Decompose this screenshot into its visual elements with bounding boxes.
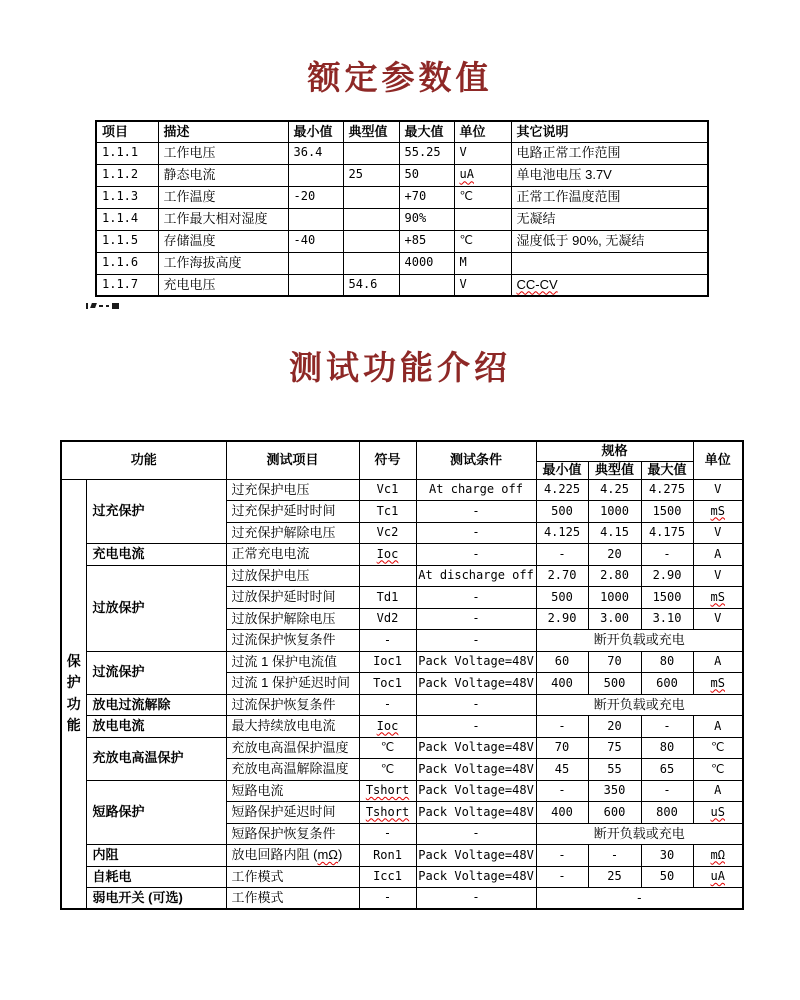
cell-max: 90% bbox=[399, 208, 454, 230]
cell-spec-span: 断开负载或充电 bbox=[536, 823, 743, 845]
cell-item: 1.1.7 bbox=[96, 274, 158, 296]
rated-table-header bbox=[96, 121, 708, 142]
cell-spec-typ: 4.15 bbox=[588, 522, 641, 544]
cell-spec-min: 500 bbox=[536, 587, 588, 609]
cell-max: +70 bbox=[399, 186, 454, 208]
cell-function-group: 自耗电 bbox=[86, 866, 226, 888]
cell-spec-typ: 3.00 bbox=[588, 608, 641, 630]
cell-test-item: 最大持续放电电流 bbox=[226, 716, 359, 738]
cell-spec-min: 70 bbox=[536, 737, 588, 759]
cell-function-group: 短路保护 bbox=[86, 780, 226, 845]
cell-symbol: Td1 bbox=[359, 587, 416, 609]
cell-symbol: Toc1 bbox=[359, 673, 416, 695]
cell-test-item: 过流 1 保护电流值 bbox=[226, 651, 359, 673]
cell-function-group: 充电电流 bbox=[86, 544, 226, 566]
cell-function-group: 弱电开关 (可选) bbox=[86, 888, 226, 910]
col-header-max: 最大值 bbox=[399, 121, 454, 142]
cell-max: +85 bbox=[399, 230, 454, 252]
side-label-text: 保 护 功 能 bbox=[66, 652, 81, 734]
cell-spec-min: - bbox=[536, 544, 588, 566]
cell-condition: Pack Voltage=48V bbox=[416, 802, 536, 824]
test-functions-table bbox=[60, 440, 744, 910]
rated-table-body bbox=[96, 142, 708, 296]
cell-min bbox=[288, 252, 343, 274]
cell-condition: - bbox=[416, 522, 536, 544]
cell-spec-typ: 1000 bbox=[588, 501, 641, 523]
cell-item: 1.1.3 bbox=[96, 186, 158, 208]
test-table-body bbox=[61, 479, 743, 909]
cell-desc: 静态电流 bbox=[158, 164, 288, 186]
col-header-spec-typ: 典型值 bbox=[588, 461, 641, 479]
misspelled-text: Tshort bbox=[365, 783, 410, 798]
cell-max: 50 bbox=[399, 164, 454, 186]
cell-spec-max: 80 bbox=[641, 737, 693, 759]
table-row bbox=[61, 479, 743, 501]
table-row bbox=[61, 694, 743, 716]
cell-spec-span: - bbox=[536, 888, 743, 910]
cell-min bbox=[288, 164, 343, 186]
table-row bbox=[61, 737, 743, 759]
cell-spec-max: 2.90 bbox=[641, 565, 693, 587]
cell-spec-max: 4.275 bbox=[641, 479, 693, 501]
cell-symbol: - bbox=[359, 823, 416, 845]
col-header-function: 功能 bbox=[61, 441, 226, 479]
cell-condition: Pack Voltage=48V bbox=[416, 780, 536, 802]
cell-spec-min: 45 bbox=[536, 759, 588, 781]
cell-condition: - bbox=[416, 544, 536, 566]
col-header-test-item: 测试项目 bbox=[226, 441, 359, 479]
cell-function-group: 充放电高温保护 bbox=[86, 737, 226, 780]
cell-spec-max: 800 bbox=[641, 802, 693, 824]
misspelled-text: mΩ bbox=[317, 847, 339, 863]
table-row bbox=[61, 544, 743, 566]
cell-test-item: 过流保护恢复条件 bbox=[226, 630, 359, 652]
cell-unit: A bbox=[693, 651, 743, 673]
col-header-unit: 单位 bbox=[693, 441, 743, 479]
cell-test-item: 过放保护解除电压 bbox=[226, 608, 359, 630]
cell-symbol: Ioc1 bbox=[359, 651, 416, 673]
table-row bbox=[61, 716, 743, 738]
cell-test-item: 充放电高温解除温度 bbox=[226, 759, 359, 781]
rated-params-table bbox=[95, 120, 709, 297]
cell-item: 1.1.6 bbox=[96, 252, 158, 274]
cell-spec-max: - bbox=[641, 544, 693, 566]
cell-symbol: Icc1 bbox=[359, 866, 416, 888]
cell-min bbox=[288, 208, 343, 230]
cell-spec-typ: 70 bbox=[588, 651, 641, 673]
misspelled-text: uA bbox=[710, 869, 725, 884]
cell-spec-max: 80 bbox=[641, 651, 693, 673]
cell-typ: 54.6 bbox=[343, 274, 399, 296]
cell-max: 4000 bbox=[399, 252, 454, 274]
cell-function-group: 过流保护 bbox=[86, 651, 226, 694]
cell-max: 55.25 bbox=[399, 142, 454, 164]
cell-typ bbox=[343, 142, 399, 164]
cell-spec-typ: 4.25 bbox=[588, 479, 641, 501]
cell-unit bbox=[693, 802, 743, 824]
cell-spec-typ: 75 bbox=[588, 737, 641, 759]
cell-spec-min: - bbox=[536, 845, 588, 867]
cell-test-item: 放电回路内阻 (mΩ) bbox=[226, 845, 359, 867]
cell-unit bbox=[693, 845, 743, 867]
cell-spec-max: 600 bbox=[641, 673, 693, 695]
cell-condition: Pack Voltage=48V bbox=[416, 737, 536, 759]
cell-note bbox=[511, 252, 708, 274]
cell-unit bbox=[693, 866, 743, 888]
cell-spec-min: - bbox=[536, 780, 588, 802]
cell-spec-min: - bbox=[536, 716, 588, 738]
cell-spec-min: 500 bbox=[536, 501, 588, 523]
cell-typ bbox=[343, 230, 399, 252]
table-row bbox=[96, 252, 708, 274]
cell-symbol: Vc2 bbox=[359, 522, 416, 544]
misspelled-text: Ioc bbox=[376, 718, 399, 733]
cell-spec-typ: 500 bbox=[588, 673, 641, 695]
cell-spec-span: 断开负载或充电 bbox=[536, 630, 743, 652]
cell-typ bbox=[343, 252, 399, 274]
cell-unit: A bbox=[693, 716, 743, 738]
cell-spec-max: 65 bbox=[641, 759, 693, 781]
test-table-header bbox=[61, 441, 743, 479]
cell-note: 单电池电压 3.7V bbox=[511, 164, 708, 186]
cell-spec-min: 2.70 bbox=[536, 565, 588, 587]
cell-test-item: 工作模式 bbox=[226, 866, 359, 888]
cell-condition: At charge off bbox=[416, 479, 536, 501]
col-header-item: 项目 bbox=[96, 121, 158, 142]
cell-symbol bbox=[359, 716, 416, 738]
cell-symbol: - bbox=[359, 888, 416, 910]
cell-symbol: Vd2 bbox=[359, 608, 416, 630]
cell-unit bbox=[693, 587, 743, 609]
cell-typ bbox=[343, 208, 399, 230]
cell-spec-min: 2.90 bbox=[536, 608, 588, 630]
col-header-spec: 规格 bbox=[536, 441, 693, 461]
cell-test-item: 短路保护延迟时间 bbox=[226, 802, 359, 824]
cell-test-item: 过流 1 保护延迟时间 bbox=[226, 673, 359, 695]
cell-condition: - bbox=[416, 587, 536, 609]
cell-symbol: Vc1 bbox=[359, 479, 416, 501]
cell-min: -40 bbox=[288, 230, 343, 252]
cell-unit bbox=[693, 673, 743, 695]
table-row bbox=[61, 565, 743, 587]
cell-spec-typ: 20 bbox=[588, 716, 641, 738]
col-header-spec-max: 最大值 bbox=[641, 461, 693, 479]
cell-item: 1.1.4 bbox=[96, 208, 158, 230]
misspelled-text: Tshort bbox=[365, 804, 410, 819]
col-header-typ: 典型值 bbox=[343, 121, 399, 142]
cell-spec-max: - bbox=[641, 780, 693, 802]
cell-unit: V bbox=[693, 565, 743, 587]
cell-spec-min: 4.125 bbox=[536, 522, 588, 544]
table-row bbox=[96, 164, 708, 186]
cell-spec-typ: 55 bbox=[588, 759, 641, 781]
cell-condition: Pack Voltage=48V bbox=[416, 673, 536, 695]
cell-condition: - bbox=[416, 630, 536, 652]
cell-min bbox=[288, 274, 343, 296]
cell-desc: 工作最大相对湿度 bbox=[158, 208, 288, 230]
cell-symbol bbox=[359, 802, 416, 824]
cell-spec-max: 1500 bbox=[641, 501, 693, 523]
misspelled-text: CC-CV bbox=[516, 276, 558, 292]
cell-function-group: 过充保护 bbox=[86, 479, 226, 544]
cell-unit: A bbox=[693, 780, 743, 802]
col-header-min: 最小值 bbox=[288, 121, 343, 142]
col-header-spec-min: 最小值 bbox=[536, 461, 588, 479]
cell-symbol bbox=[359, 780, 416, 802]
cell-unit bbox=[454, 208, 511, 230]
cell-condition: - bbox=[416, 888, 536, 910]
cell-test-item: 过流保护恢复条件 bbox=[226, 694, 359, 716]
misspelled-text: mΩ bbox=[710, 847, 725, 862]
cell-symbol bbox=[359, 544, 416, 566]
cell-spec-max: 4.175 bbox=[641, 522, 693, 544]
misspelled-text: uA bbox=[459, 167, 474, 182]
misspelled-text: mS bbox=[710, 675, 725, 690]
cell-spec-typ: 1000 bbox=[588, 587, 641, 609]
cell-spec-min: - bbox=[536, 866, 588, 888]
cell-test-item: 过充保护解除电压 bbox=[226, 522, 359, 544]
cell-condition: Pack Voltage=48V bbox=[416, 759, 536, 781]
cell-test-item: 过放保护延时时间 bbox=[226, 587, 359, 609]
cell-spec-typ: 20 bbox=[588, 544, 641, 566]
col-header-symbol: 符号 bbox=[359, 441, 416, 479]
cell-test-item: 短路电流 bbox=[226, 780, 359, 802]
cell-symbol: - bbox=[359, 630, 416, 652]
cell-note: 无凝结 bbox=[511, 208, 708, 230]
cell-unit: M bbox=[454, 252, 511, 274]
cell-unit bbox=[693, 501, 743, 523]
table-row bbox=[61, 888, 743, 910]
cell-unit: V bbox=[693, 479, 743, 501]
misspelled-text: mS bbox=[710, 503, 725, 518]
cell-unit: V bbox=[693, 608, 743, 630]
cell-test-item: 短路保护恢复条件 bbox=[226, 823, 359, 845]
cell-condition: At discharge off bbox=[416, 565, 536, 587]
table-row bbox=[61, 651, 743, 673]
cell-condition: Pack Voltage=48V bbox=[416, 866, 536, 888]
cell-condition: - bbox=[416, 608, 536, 630]
cell-note bbox=[511, 274, 708, 296]
cell-note: 湿度低于 90%, 无凝结 bbox=[511, 230, 708, 252]
cell-spec-min: 60 bbox=[536, 651, 588, 673]
cell-unit: V bbox=[454, 142, 511, 164]
table-row bbox=[96, 230, 708, 252]
misspelled-text: uS bbox=[710, 804, 725, 819]
table-row bbox=[61, 866, 743, 888]
cell-function-group: 放电过流解除 bbox=[86, 694, 226, 716]
cell-function-group: 放电电流 bbox=[86, 716, 226, 738]
rated-params-title: 额定参数值 bbox=[307, 59, 493, 96]
cell-min: 36.4 bbox=[288, 142, 343, 164]
table-row bbox=[61, 845, 743, 867]
cell-note: 正常工作温度范围 bbox=[511, 186, 708, 208]
cell-typ bbox=[343, 186, 399, 208]
cell-typ: 25 bbox=[343, 164, 399, 186]
cell-test-item: 正常充电电流 bbox=[226, 544, 359, 566]
table-row bbox=[61, 780, 743, 802]
side-label-protection-functions bbox=[61, 479, 86, 909]
cell-note: 电路正常工作范围 bbox=[511, 142, 708, 164]
cell-spec-min: 4.225 bbox=[536, 479, 588, 501]
cell-unit: V bbox=[454, 274, 511, 296]
cell-desc: 工作温度 bbox=[158, 186, 288, 208]
cell-test-item: 过充保护延时时间 bbox=[226, 501, 359, 523]
cell-condition: Pack Voltage=48V bbox=[416, 651, 536, 673]
cell-condition: - bbox=[416, 716, 536, 738]
cell-item: 1.1.1 bbox=[96, 142, 158, 164]
cell-function-group: 内阻 bbox=[86, 845, 226, 867]
cell-min: -20 bbox=[288, 186, 343, 208]
cell-test-item: 工作模式 bbox=[226, 888, 359, 910]
cell-spec-min: 400 bbox=[536, 802, 588, 824]
cell-symbol: - bbox=[359, 694, 416, 716]
cell-test-item: 过充保护电压 bbox=[226, 479, 359, 501]
clipped-text-fragment bbox=[86, 303, 126, 311]
misspelled-text: Ioc bbox=[376, 546, 399, 561]
cell-spec-max: 50 bbox=[641, 866, 693, 888]
cell-condition: - bbox=[416, 501, 536, 523]
cell-unit: ℃ bbox=[693, 759, 743, 781]
cell-desc: 充电电压 bbox=[158, 274, 288, 296]
cell-spec-max: 30 bbox=[641, 845, 693, 867]
table-row bbox=[96, 186, 708, 208]
cell-spec-max: 3.10 bbox=[641, 608, 693, 630]
col-header-desc: 描述 bbox=[158, 121, 288, 142]
cell-spec-typ: 2.80 bbox=[588, 565, 641, 587]
cell-desc: 工作电压 bbox=[158, 142, 288, 164]
test-functions-title: 测试功能介绍 bbox=[289, 349, 511, 386]
cell-symbol: ℃ bbox=[359, 737, 416, 759]
cell-spec-typ: 600 bbox=[588, 802, 641, 824]
col-header-note: 其它说明 bbox=[511, 121, 708, 142]
cell-desc: 存储温度 bbox=[158, 230, 288, 252]
cell-symbol: Ron1 bbox=[359, 845, 416, 867]
col-header-condition: 测试条件 bbox=[416, 441, 536, 479]
cell-spec-span: 断开负载或充电 bbox=[536, 694, 743, 716]
cell-spec-max: - bbox=[641, 716, 693, 738]
cell-unit: A bbox=[693, 544, 743, 566]
cell-desc: 工作海拔高度 bbox=[158, 252, 288, 274]
cell-spec-min: 400 bbox=[536, 673, 588, 695]
cell-test-item: 充放电高温保护温度 bbox=[226, 737, 359, 759]
cell-item: 1.1.5 bbox=[96, 230, 158, 252]
col-header-unit: 单位 bbox=[454, 121, 511, 142]
cell-unit: V bbox=[693, 522, 743, 544]
cell-spec-typ: - bbox=[588, 845, 641, 867]
misspelled-text: mS bbox=[710, 589, 725, 604]
cell-unit: ℃ bbox=[454, 230, 511, 252]
cell-max bbox=[399, 274, 454, 296]
table-row bbox=[96, 142, 708, 164]
cell-spec-typ: 350 bbox=[588, 780, 641, 802]
cell-item: 1.1.2 bbox=[96, 164, 158, 186]
cell-condition: Pack Voltage=48V bbox=[416, 845, 536, 867]
cell-symbol: Tc1 bbox=[359, 501, 416, 523]
cell-spec-typ: 25 bbox=[588, 866, 641, 888]
cell-unit: ℃ bbox=[454, 186, 511, 208]
table-row bbox=[96, 208, 708, 230]
cell-symbol bbox=[359, 565, 416, 587]
cell-condition: - bbox=[416, 694, 536, 716]
cell-symbol: ℃ bbox=[359, 759, 416, 781]
cell-test-item: 过放保护电压 bbox=[226, 565, 359, 587]
cell-unit: ℃ bbox=[693, 737, 743, 759]
table-row bbox=[96, 274, 708, 296]
cell-spec-max: 1500 bbox=[641, 587, 693, 609]
cell-function-group: 过放保护 bbox=[86, 565, 226, 651]
cell-unit bbox=[454, 164, 511, 186]
cell-condition: - bbox=[416, 823, 536, 845]
